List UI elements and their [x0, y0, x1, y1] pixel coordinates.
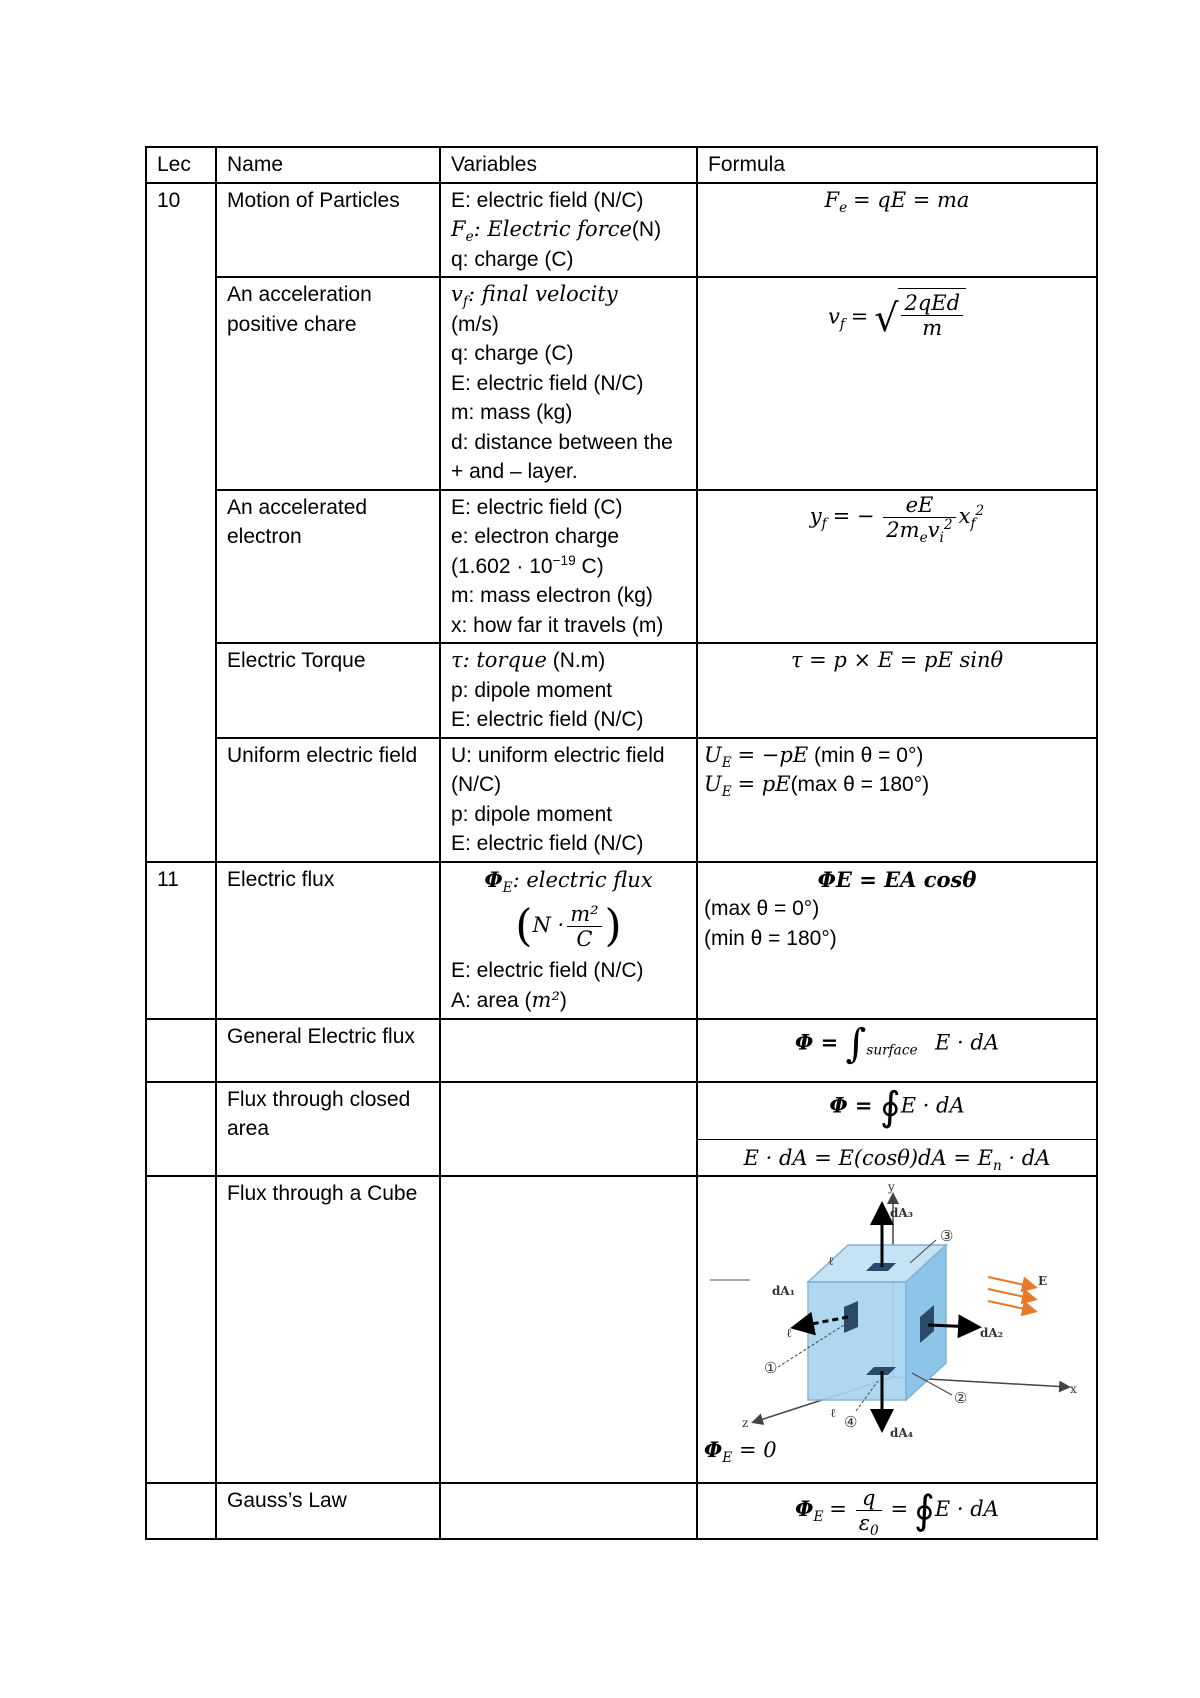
empty-cell	[440, 1483, 697, 1539]
variable-text: p: dipole moment	[451, 802, 613, 826]
formula-uniform: $U_E = -pE$ (min θ = 0°) $U_E = pE(\max$ θ = 180°)	[697, 738, 1097, 862]
cube-figure	[698, 1177, 1096, 1467]
field-label: E	[1038, 1274, 1048, 1288]
formula-text: E · dA	[935, 1030, 1000, 1055]
variable-text: E: electric field (N/C)	[451, 371, 644, 395]
formula-text: x	[958, 503, 971, 528]
formula-text: = 0	[732, 1437, 777, 1462]
formula-note: (max θ = 180°)	[790, 773, 930, 796]
table-row	[146, 643, 1097, 738]
variable-text: E: electric field (N/C)	[451, 959, 644, 983]
edge-label: ℓ	[830, 1406, 836, 1420]
table-row	[146, 490, 1097, 644]
row-name-cube: Flux through a Cube	[216, 1176, 440, 1483]
formula-text: Φ	[795, 1496, 814, 1522]
formula-subscript: E	[722, 1449, 733, 1466]
formula-cube	[697, 1176, 1097, 1483]
field-arrow	[988, 1301, 1034, 1311]
empty-cell	[146, 1483, 216, 1539]
variable-text: m: mass (kg)	[451, 401, 573, 424]
variable-unit: (m/s)	[451, 312, 499, 336]
cube-front-face	[808, 1282, 906, 1400]
header-row	[146, 147, 1097, 183]
empty-cell	[146, 1082, 216, 1177]
variable-text: E: electric field (N/C)	[451, 832, 644, 855]
fraction-numerator: q	[856, 1486, 882, 1511]
formula-exponent: 2	[943, 516, 953, 533]
formula-text: E · dA = E(cosθ)dA = E	[743, 1145, 993, 1170]
formula-subscript: f	[970, 515, 976, 532]
cube-diagram	[698, 1177, 1094, 1477]
face-number-1: ①	[764, 1359, 778, 1377]
variables-flux: $\Phi_E$: electric flux (N · $\frac{\text{m²}}{C}$ ) E: electric field (N/C) A: area (m²)	[440, 862, 697, 1019]
face-number-2: ②	[954, 1389, 968, 1407]
table-row	[146, 862, 1097, 1019]
variable-text: )	[559, 988, 567, 1012]
variable-text: : Electric force	[473, 217, 632, 241]
row-name-accel-pos: An acceleration positive chare	[216, 277, 440, 490]
variable-unit: (N)	[631, 218, 662, 241]
variable-text: q: charge (C)	[451, 342, 574, 365]
table-row	[146, 277, 1097, 490]
face-number-3: ③	[940, 1227, 954, 1245]
row-name-torque: Electric Torque	[216, 643, 440, 738]
edge-label: ℓ	[828, 1254, 834, 1268]
dA4-label: dA₄	[890, 1426, 913, 1440]
variable-text: E: electric field (C)	[451, 495, 623, 519]
empty-cell	[146, 1176, 216, 1483]
integral-symbol: ∫	[845, 1020, 867, 1067]
header-lec: Lec	[146, 147, 216, 183]
formula-text: · dA	[1001, 1145, 1051, 1170]
field-arrow	[988, 1277, 1034, 1287]
variable-text: U: uniform electric field (N/C)	[451, 743, 665, 796]
variable-unit: (N.m)	[546, 649, 606, 672]
formula-text: Φ =	[794, 1029, 846, 1055]
variable-text: x: how far it travels (m)	[451, 613, 664, 637]
variable-text: A: area (	[451, 988, 532, 1012]
formula-text: ΦE = EA cosθ	[817, 866, 977, 892]
variable-text: (1.602 · 10	[451, 554, 553, 578]
row-name-closed: Flux through closed area	[216, 1082, 440, 1177]
field-arrow	[988, 1289, 1034, 1299]
table-row	[146, 183, 1097, 278]
formula-motion: $F_e$ = qE = ma	[697, 183, 1097, 278]
formula-exponent: 2	[975, 502, 985, 519]
formula-general	[697, 1019, 1097, 1082]
variable-subscript: f	[462, 294, 468, 311]
fraction-denominator: ε	[858, 1511, 871, 1535]
formula-text: E · dA	[900, 1093, 965, 1118]
formula-text: = −	[832, 503, 875, 528]
row-name-flux: Electric flux	[216, 862, 440, 1019]
table-row	[146, 1082, 1097, 1177]
y-axis-label: y	[888, 1180, 895, 1194]
lecture-10: 10	[146, 183, 216, 862]
fraction-denominator: m	[922, 316, 943, 340]
variables-motion	[440, 183, 697, 278]
formula-subscript: i	[939, 529, 944, 546]
empty-cell	[146, 1019, 216, 1082]
variable-unit: m²	[531, 987, 560, 1012]
variables-accel-electron	[440, 490, 697, 644]
empty-cell	[440, 1082, 697, 1177]
formula-closed	[697, 1082, 1097, 1177]
table-row	[146, 1176, 1097, 1483]
variable-text: q: charge (C)	[451, 247, 574, 271]
variable-symbol: τ: torque	[451, 648, 547, 672]
formula-text: E · dA	[934, 1497, 999, 1522]
formula-note: (min θ = 0°)	[808, 743, 924, 767]
formula-accel-pos: $v_f$ = √ $\frac{\text{2qEd}}{m}$	[697, 277, 1097, 490]
fraction-numerator: eE	[883, 493, 955, 518]
formula-text: = pE	[737, 772, 791, 796]
dA3-label: dA₃	[890, 1206, 913, 1220]
variables-accel-pos	[440, 277, 697, 490]
fraction-numerator: 2qEd	[901, 291, 963, 316]
row-name-gauss: Gauss’s Law	[216, 1483, 440, 1539]
formula-subscript: 0	[870, 1523, 879, 1540]
contour-integral-symbol: ∮	[879, 1083, 901, 1130]
table-row	[146, 1019, 1097, 1082]
variable-subscript: e	[465, 229, 474, 246]
variable-text: E: electric field (N/C)	[451, 188, 644, 212]
phi-symbol: Φ	[704, 1436, 723, 1462]
lecture-11: 11	[146, 862, 216, 1019]
variable-text: m: mass electron (kg)	[451, 584, 653, 607]
dA2-label: dA₂	[980, 1326, 1003, 1340]
empty-cell	[440, 1176, 697, 1483]
row-name-motion: Motion of Particles	[216, 183, 440, 278]
header-formula: Formula	[697, 147, 1097, 183]
row-name-accel-electron: An accelerated electron	[216, 490, 440, 644]
header-variables: Variables	[440, 147, 697, 183]
fraction-denominator: C	[576, 926, 593, 951]
z-axis-label: z	[742, 1416, 749, 1430]
formula-subscript: surface	[866, 1042, 918, 1059]
row-name-general: General Electric flux	[216, 1019, 440, 1082]
variable-text: C)	[575, 554, 604, 578]
empty-cell	[440, 1019, 697, 1082]
dA1-label: dA₁	[772, 1284, 795, 1298]
variable-unit: N ·	[532, 913, 565, 937]
sqrt-symbol: √ $\frac{\text{2qEd}}{m}$	[874, 288, 966, 348]
variable-text: d: distance between the + and – layer.	[451, 430, 673, 483]
table-row	[146, 1483, 1097, 1539]
cube-flux-result	[704, 1435, 777, 1466]
x-axis-label: x	[1070, 1382, 1077, 1396]
variable-text: : electric flux	[512, 867, 653, 892]
fraction-denominator: 2m	[886, 517, 920, 542]
formula-subscript: e	[919, 529, 928, 546]
formula-subscript: f	[839, 316, 845, 333]
variable-symbol: F	[451, 217, 466, 241]
formula-gauss: $\Phi_E$ = $\frac{q}{\varepsilon_0}$ = ∮E · dA	[697, 1483, 1097, 1539]
formula-subscript: n	[992, 1157, 1002, 1174]
header-name: Name	[216, 147, 440, 183]
row-name-uniform: Uniform electric field	[216, 738, 440, 862]
formula-subscript: E	[813, 1509, 824, 1526]
formula-torque: τ = p × E = pE sinθ	[697, 643, 1097, 738]
fraction-numerator: m²	[567, 902, 601, 927]
variable-exponent: −19	[552, 552, 576, 568]
variable-text: E: electric field (N/C)	[451, 708, 644, 731]
fraction-denominator: v	[927, 517, 940, 542]
face-number-4: ④	[844, 1413, 858, 1431]
variables-uniform	[440, 738, 697, 862]
formula-subscript: e	[839, 199, 848, 216]
formula-note: (max θ = 0°)	[704, 897, 820, 920]
formula-text: =	[850, 304, 869, 329]
formula-table	[145, 146, 1098, 1540]
formula-text: = −pE	[737, 742, 809, 767]
formula-flux	[697, 862, 1097, 1019]
variable-text: e: electron charge	[451, 525, 620, 548]
contour-integral-symbol: ∮	[914, 1487, 935, 1534]
variables-torque	[440, 643, 697, 738]
formula-text: = qE = ma	[853, 187, 970, 212]
table-row	[146, 738, 1097, 862]
formula-text: Φ =	[829, 1092, 880, 1118]
formula-accel-electron: $y_f$ = − $\frac{eE}{2m_ev_i^2}$ $x_f^2$	[697, 490, 1097, 644]
variable-symbol: v	[451, 282, 463, 306]
variable-text: p: dipole moment	[451, 678, 613, 702]
variable-text: : final velocity	[467, 282, 618, 306]
edge-label: ℓ	[786, 1326, 792, 1340]
formula-divider	[698, 1139, 1096, 1174]
formula-subscript: f	[821, 515, 827, 532]
dA2-arrow	[928, 1325, 976, 1327]
formula-note: (min θ = 180°)	[704, 926, 837, 950]
